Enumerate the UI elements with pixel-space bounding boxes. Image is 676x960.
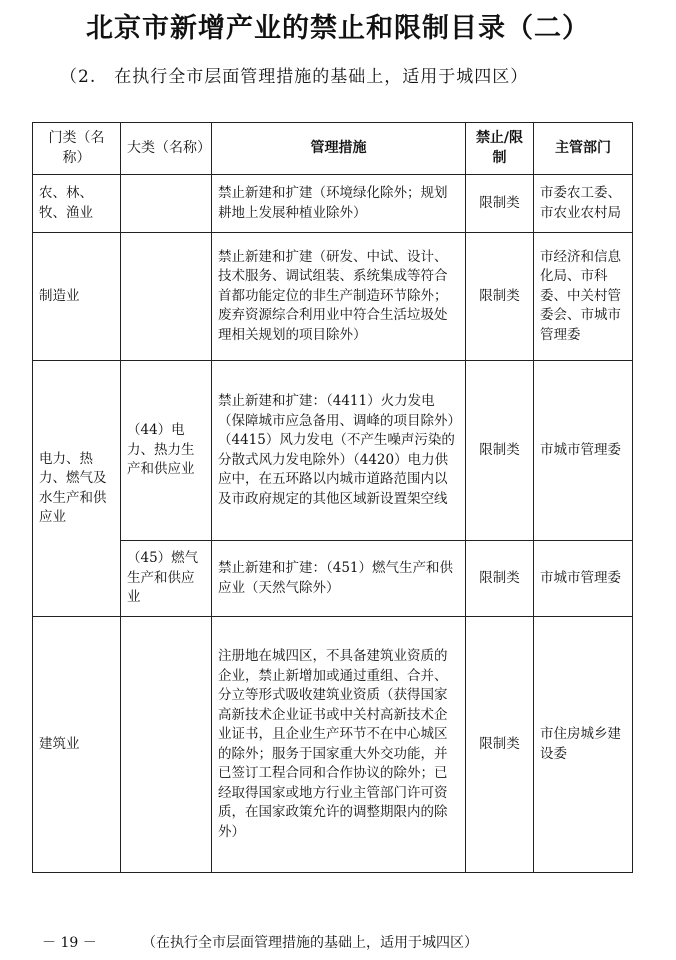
page-number: － 19 －: [42, 935, 97, 951]
table-row: [33, 541, 633, 617]
cell-type: 限制类: [466, 175, 534, 233]
cell-subcategory: [121, 175, 212, 233]
table-row: [33, 233, 633, 361]
table-header-row: [33, 123, 633, 175]
page-title: 北京市新增产业的禁止和限制目录（二）: [86, 13, 590, 44]
industry-table: [32, 122, 633, 873]
table-row: [33, 175, 633, 233]
cell-dept: 市城市管理委: [534, 541, 633, 617]
header-measures: 管理措施: [212, 123, 466, 175]
header-type: 禁止/限制: [466, 123, 534, 175]
cell-category: 制造业: [33, 233, 121, 361]
header-dept: 主管部门: [534, 123, 633, 175]
cell-dept: 市住房城乡建设委: [534, 617, 633, 873]
header-category: 门类（名称）: [33, 123, 121, 175]
table-row: [33, 617, 633, 873]
cell-category: 农、林、牧、渔业: [33, 175, 121, 233]
cell-category: 建筑业: [33, 617, 121, 873]
footer-note: （在执行全市层面管理措施的基础上，适用于城四区）: [142, 935, 478, 951]
cell-measures: 禁止新建和扩建：（451）燃气生产和供应业（天然气除外）: [212, 541, 466, 617]
cell-dept: 市经济和信息化局、市科委、中关村管委会、市城市管理委: [534, 233, 633, 361]
page-subtitle: （2. 在执行全市层面管理措施的基础上，适用于城四区）: [60, 67, 529, 87]
cell-subcategory: [121, 617, 212, 873]
cell-type: 限制类: [466, 361, 534, 541]
cell-measures: 禁止新建和扩建（环境绿化除外；规划耕地上发展种植业除外）: [212, 175, 466, 233]
cell-measures: 禁止新建和扩建：（4411）火力发电（保障城市应急备用、调峰的项目除外）（4415）风力发电（不产生噪声污染的分散式风力发电除外）（4420）电力供应中，在五环路以内城市道路范围内以及市政府规定的其他区域新设置架空线: [212, 361, 466, 541]
cell-measures: 注册地在城四区，不具备建筑业资质的企业，禁止新增加或通过重组、合并、分立等形式吸收建筑业资质（获得国家高新技术企业证书或中关村高新技术企业证书，且企业生产环节不在中心城区的除外；服务于国家重大外交功能，并已签订工程合同和合作协议的除外；已经取得国家或地方行业主管部门许可资质，在国家政策允许的调整期限内的除外）: [212, 617, 466, 873]
header-subcategory: 大类（名称）: [121, 123, 212, 175]
cell-type: 限制类: [466, 617, 534, 873]
table-row: [33, 361, 633, 541]
cell-type: 限制类: [466, 541, 534, 617]
cell-subcategory: （45）燃气生产和供应业: [121, 541, 212, 617]
cell-dept: 市城市管理委: [534, 361, 633, 541]
cell-type: 限制类: [466, 233, 534, 361]
cell-dept: 市委农工委、市农业农村局: [534, 175, 633, 233]
cell-measures: 禁止新建和扩建（研发、中试、设计、技术服务、调试组装、系统集成等符合首都功能定位的非生产制造环节除外；废弃资源综合利用业中符合生活垃圾处理相关规划的项目除外）: [212, 233, 466, 361]
cell-category: 电力、热力、燃气及水生产和供应业: [33, 361, 121, 617]
cell-subcategory: （44）电力、热力生产和供应业: [121, 361, 212, 541]
cell-subcategory: [121, 233, 212, 361]
